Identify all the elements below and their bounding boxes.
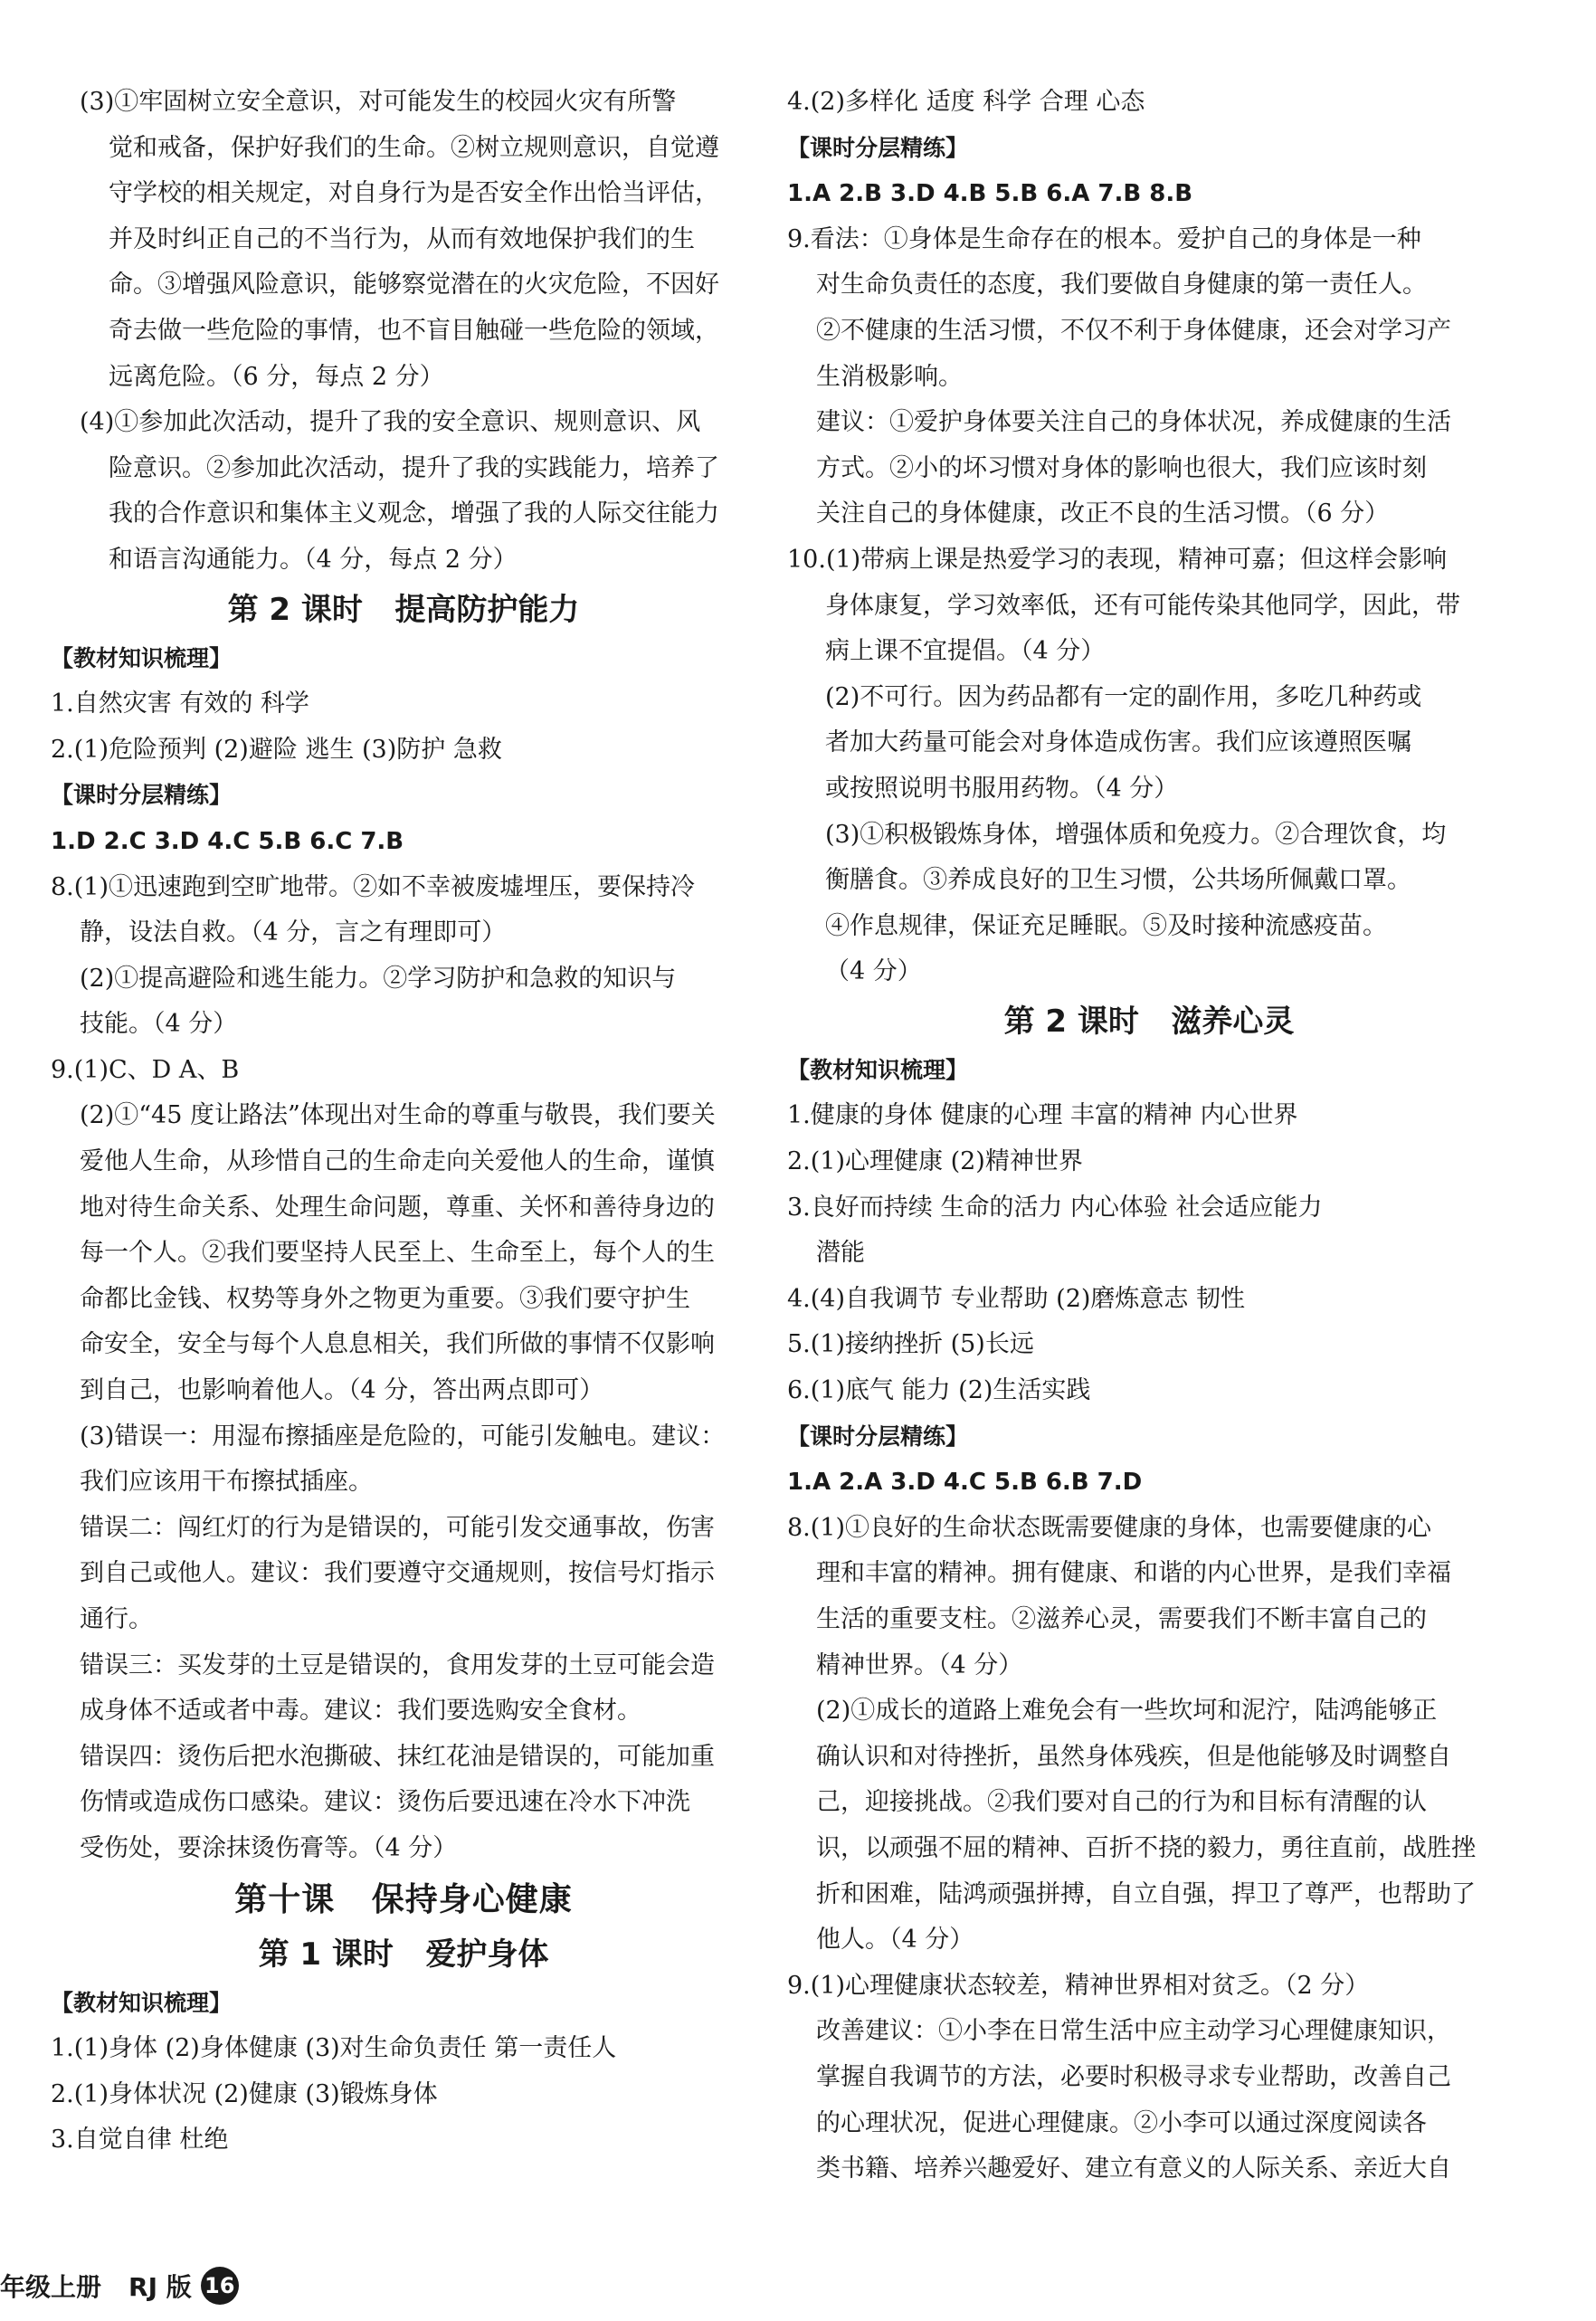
text-line: 1.健康的身体 健康的心理 丰富的精神 内心世界	[787, 1101, 1298, 1130]
page-footer	[0, 2264, 239, 2307]
text-line: 守学校的相关规定，对自身行为是否安全作出恰当评估，	[109, 179, 719, 208]
text-line: 到自己或他人。建议：我们要遵守交通规则，按信号灯指示	[80, 1559, 715, 1588]
answer-key: 1.A 2.A 3.D 4.C 5.B 6.B 7.D	[787, 1469, 1143, 1497]
text-line: 每一个人。②我们要坚持人民至上、生命至上，每个人的生	[80, 1239, 715, 1268]
text-line: （4 分）	[825, 957, 922, 986]
text-line: 己，迎接挑战。②我们要对自己的行为和目标有清醒的认	[816, 1788, 1427, 1817]
text-line: 并及时纠正自己的不当行为，从而有效地保护我们的生	[109, 224, 695, 253]
text-line: 命。③增强风险意识，能够察觉潜在的火灾危险，不因好	[109, 271, 719, 300]
text-line: (3)①牢固树立安全意识，对可能发生的校园火灾有所警	[80, 88, 677, 116]
text-line: 到自己，也影响着他人。（4 分，答出两点即可）	[80, 1376, 604, 1405]
text-line: 觉和戒备，保护好我们的生命。②树立规则意识，自觉遵	[109, 133, 719, 162]
right-column	[787, 80, 1511, 2193]
section-label: 【教材知识梳理】	[787, 1056, 969, 1083]
text-line: 掌握自我调节的方法，必要时积极寻求专业帮助，改善自己	[816, 2062, 1451, 2091]
text-line: 3.自觉自律 杜绝	[51, 2126, 229, 2155]
text-line: 奇去做一些危险的事情，也不盲目触碰一些危险的领域，	[109, 316, 719, 345]
left-column	[51, 80, 756, 2164]
text-line: 者加大药量可能会对身体造成伤害。我们应该遵照医嘱	[825, 728, 1411, 757]
text-line: 识，以顽强不屈的精神、百折不挠的毅力，勇往直前，战胜挫	[816, 1833, 1476, 1862]
text-line: 9.(1)C、D A、B	[51, 1055, 240, 1084]
chapter-heading: 第十课 保持身心健康	[234, 1880, 573, 1918]
text-line: 2.(1)心理健康 (2)精神世界	[787, 1147, 1083, 1176]
text-line: 建议：①爱护身体要关注自己的身体状况，养成健康的生活	[816, 408, 1451, 437]
page-number: 16	[201, 2267, 239, 2305]
text-line: 险意识。②参加此次活动，提升了我的实践能力，培养了	[109, 453, 719, 482]
text-line: 4.(2)多样化 适度 科学 合理 心态	[787, 88, 1145, 116]
text-line: 命安全，安全与每个人息息相关，我们所做的事情不仅影响	[80, 1330, 715, 1359]
lesson-heading: 第 2 课时 提高防护能力	[227, 591, 580, 628]
text-line: ④作息规律，保证充足睡眠。⑤及时接种流感疫苗。	[825, 911, 1387, 940]
text-line: 1.自然灾害 有效的 科学	[51, 690, 309, 718]
text-line: 6.(1)底气 能力 (2)生活实践	[787, 1376, 1091, 1405]
text-line: (2)不可行。因为药品都有一定的副作用，多吃几种药或	[825, 682, 1422, 711]
edition-label: RJ 版	[128, 2272, 192, 2302]
section-label: 【课时分层精练】	[787, 134, 969, 161]
text-line: 对生命负责任的态度，我们要做自身健康的第一责任人。	[816, 271, 1427, 300]
text-line: 错误三：买发芽的土豆是错误的，食用发芽的土豆可能会造	[80, 1650, 715, 1679]
text-line: 类书籍、培养兴趣爱好、建立有意义的人际关系、亲近大自	[816, 2155, 1451, 2183]
section-label: 【课时分层精练】	[51, 782, 233, 809]
text-line: 8.(1)①迅速跑到空旷地带。②如不幸被废墟埋压，要保持冷	[51, 872, 696, 901]
text-line: 9.(1)心理健康状态较差，精神世界相对贫乏。（2 分）	[787, 1971, 1370, 2000]
text-line: 命都比金钱、权势等身外之物更为重要。③我们要守护生	[80, 1284, 690, 1313]
answer-key: 1.D 2.C 3.D 4.C 5.B 6.C 7.B	[51, 827, 404, 855]
text-line: 2.(1)危险预判 (2)避险 逃生 (3)防护 急救	[51, 735, 502, 764]
text-line: 关注自己的身体健康，改正不良的生活习惯。（6 分）	[816, 499, 1390, 528]
text-line: 远离危险。（6 分，每点 2 分）	[109, 362, 444, 391]
answer-key: 1.A 2.B 3.D 4.B 5.B 6.A 7.B 8.B	[787, 180, 1193, 208]
text-line: 确认识和对待挫折，虽然身体残疾，但是他能够及时调整自	[816, 1742, 1451, 1771]
text-line: 成身体不适或者中毒。建议：我们要选购安全食材。	[80, 1697, 641, 1726]
text-line: 或按照说明书服用药物。（4 分）	[825, 774, 1179, 803]
text-line: 4.(4)自我调节 专业帮助 (2)磨炼意志 韧性	[787, 1284, 1245, 1313]
text-line: 错误二：闯红灯的行为是错误的，可能引发交通事故，伤害	[80, 1513, 715, 1542]
text-line: 衡膳食。③养成良好的卫生习惯，公共场所佩戴口罩。	[825, 866, 1411, 895]
text-line: 我们应该用干布擦拭插座。	[80, 1468, 373, 1497]
text-line: 我的合作意识和集体主义观念，增强了我的人际交往能力	[109, 499, 719, 528]
text-line: 静，设法自救。（4 分，言之有理即可）	[80, 918, 507, 947]
text-line: 的心理状况，促进心理健康。②小李可以通过深度阅读各	[816, 2108, 1427, 2137]
text-line: (2)①提高避险和逃生能力。②学习防护和急救的知识与	[80, 964, 677, 993]
text-line: 技能。（4 分）	[80, 1010, 238, 1039]
lesson-heading: 第 1 课时 爱护身体	[258, 1936, 549, 1973]
text-line: 和语言沟通能力。（4 分，每点 2 分）	[109, 545, 518, 574]
text-line: (2)①成长的道路上难免会有一些坎坷和泥泞，陆鸿能够正	[816, 1697, 1438, 1726]
text-line: 受伤处，要涂抹烫伤膏等。（4 分）	[80, 1833, 458, 1862]
text-line: 改善建议：①小李在日常生活中应主动学习心理健康知识，	[816, 2017, 1451, 2046]
text-line: 8.(1)①良好的生命状态既需要健康的身体，也需要健康的心	[787, 1513, 1432, 1542]
text-line: (4)①参加此次活动，提升了我的安全意识、规则意识、风	[80, 408, 701, 437]
text-line: (3)①积极锻炼身体，增强体质和免疫力。②合理饮食，均	[825, 820, 1447, 849]
text-line: 伤情或造成伤口感染。建议：烫伤后要迅速在冷水下冲洗	[80, 1788, 690, 1817]
text-line: ②不健康的生活习惯，不仅不利于身体健康，还会对学习产	[816, 316, 1451, 345]
text-line: 2.(1)身体状况 (2)健康 (3)锻炼身体	[51, 2079, 438, 2108]
text-line: 精神世界。（4 分）	[816, 1650, 1023, 1679]
text-line: 1.(1)身体 (2)身体健康 (3)对生命负责任 第一责任人	[51, 2034, 617, 2063]
text-line: (3)错误一：用湿布擦插座是危险的，可能引发触电。建议：	[80, 1422, 726, 1451]
text-line: 方式。②小的坏习惯对身体的影响也很大，我们应该时刻	[816, 453, 1427, 482]
section-label: 【课时分层精练】	[787, 1422, 969, 1450]
text-line: 5.(1)接纳挫折 (5)长远	[787, 1330, 1034, 1359]
text-line: 生消极影响。	[816, 362, 963, 391]
text-line: 错误四：烫伤后把水泡撕破、抹红花油是错误的，可能加重	[80, 1742, 715, 1771]
section-label: 【教材知识梳理】	[51, 1989, 233, 2016]
section-label: 【教材知识梳理】	[51, 644, 233, 671]
lesson-heading: 第 2 课时 滋养心灵	[1003, 1003, 1295, 1040]
text-line: 他人。（4 分）	[816, 1926, 974, 1955]
text-line: 潜能	[816, 1239, 865, 1268]
text-line: 爱他人生命，从珍惜自己的生命走向关爱他人的生命，谨慎	[80, 1147, 715, 1176]
text-line: 10.(1)带病上课是热爱学习的表现，精神可嘉；但这样会影响	[787, 545, 1448, 574]
text-line: 9.看法：①身体是生命存在的根本。爱护自己的身体是一种	[787, 224, 1421, 253]
text-line: 病上课不宜提倡。（4 分）	[825, 637, 1106, 666]
text-line: 身体康复，学习效率低，还有可能传染其他同学，因此，带	[825, 591, 1460, 620]
text-line: 3.良好而持续 生命的活力 内心体验 社会适应能力	[787, 1193, 1323, 1222]
text-line: 折和困难，陆鸿顽强拼搏，自立自强，捍卫了尊严，也帮助了	[816, 1879, 1476, 1908]
grade-label: 年级上册	[0, 2272, 102, 2302]
text-line: 生活的重要支柱。②滋养心灵，需要我们不断丰富自己的	[816, 1605, 1427, 1633]
text-line: 通行。	[80, 1605, 153, 1633]
text-line: 地对待生命关系、处理生命问题，尊重、关怀和善待身边的	[80, 1193, 715, 1222]
text-line: 理和丰富的精神。拥有健康、和谐的内心世界，是我们幸福	[816, 1559, 1451, 1588]
text-line: (2)①“45 度让路法”体现出对生命的尊重与敬畏，我们要关	[80, 1101, 716, 1130]
